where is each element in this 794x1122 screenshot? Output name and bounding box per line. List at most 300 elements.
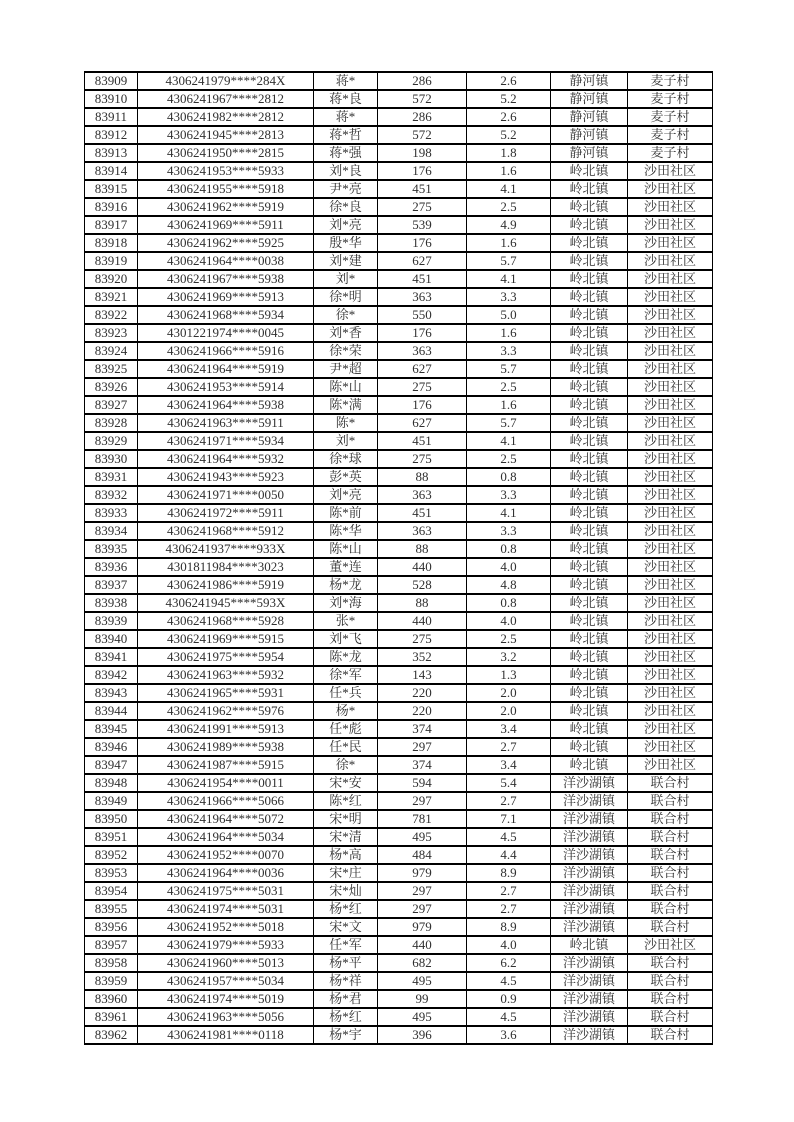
cell-value: 2.7 [467, 882, 551, 900]
cell-serial-number: 83960 [85, 990, 138, 1008]
cell-serial-number: 83924 [85, 342, 138, 360]
cell-town: 岭北镇 [551, 630, 628, 648]
cell-serial-number: 83944 [85, 702, 138, 720]
cell-serial-number: 83961 [85, 1008, 138, 1026]
cell-id-number: 4306241974****5019 [138, 990, 314, 1008]
cell-value: 4.5 [467, 828, 551, 846]
cell-serial-number: 83930 [85, 450, 138, 468]
table-row [85, 126, 713, 144]
cell-value: 2.0 [467, 684, 551, 702]
cell-serial-number: 83913 [85, 144, 138, 162]
cell-serial-number: 83921 [85, 288, 138, 306]
cell-id-number: 4306241969****5913 [138, 288, 314, 306]
cell-town: 岭北镇 [551, 342, 628, 360]
cell-name: 任*民 [314, 738, 378, 756]
cell-town: 洋沙湖镇 [551, 990, 628, 1008]
table-row [85, 648, 713, 666]
cell-name: 杨* [314, 702, 378, 720]
cell-serial-number: 83958 [85, 954, 138, 972]
cell-village: 联合村 [628, 1026, 713, 1044]
cell-id-number: 4306241945****2813 [138, 126, 314, 144]
cell-serial-number: 83923 [85, 324, 138, 342]
cell-amount: 297 [378, 900, 467, 918]
table-row [85, 432, 713, 450]
cell-value: 3.4 [467, 720, 551, 738]
cell-village: 沙田社区 [628, 288, 713, 306]
cell-serial-number: 83941 [85, 648, 138, 666]
cell-village: 麦子村 [628, 108, 713, 126]
cell-value: 3.4 [467, 756, 551, 774]
cell-id-number: 4306241964****5919 [138, 360, 314, 378]
cell-id-number: 4306241969****5915 [138, 630, 314, 648]
cell-name: 刘*亮 [314, 216, 378, 234]
cell-serial-number: 83940 [85, 630, 138, 648]
cell-id-number: 4306241989****5938 [138, 738, 314, 756]
cell-amount: 495 [378, 972, 467, 990]
cell-value: 3.3 [467, 342, 551, 360]
cell-value: 3.3 [467, 288, 551, 306]
cell-serial-number: 83919 [85, 252, 138, 270]
cell-id-number: 4306241975****5031 [138, 882, 314, 900]
cell-town: 洋沙湖镇 [551, 1026, 628, 1044]
table-row [85, 162, 713, 180]
cell-value: 2.5 [467, 378, 551, 396]
cell-town: 岭北镇 [551, 576, 628, 594]
cell-id-number: 4306241975****5954 [138, 648, 314, 666]
cell-amount: 275 [378, 450, 467, 468]
cell-name: 宋*文 [314, 918, 378, 936]
cell-village: 联合村 [628, 954, 713, 972]
cell-value: 0.8 [467, 594, 551, 612]
cell-serial-number: 83916 [85, 198, 138, 216]
cell-amount: 176 [378, 324, 467, 342]
cell-value: 2.7 [467, 792, 551, 810]
cell-town: 洋沙湖镇 [551, 972, 628, 990]
cell-id-number: 4306241937****933X [138, 540, 314, 558]
cell-serial-number: 83950 [85, 810, 138, 828]
cell-village: 沙田社区 [628, 630, 713, 648]
cell-name: 刘*飞 [314, 630, 378, 648]
cell-name: 陈*龙 [314, 648, 378, 666]
cell-id-number: 4306241957****5034 [138, 972, 314, 990]
cell-value: 8.9 [467, 864, 551, 882]
cell-village: 沙田社区 [628, 558, 713, 576]
cell-village: 沙田社区 [628, 216, 713, 234]
cell-id-number: 4306241964****0038 [138, 252, 314, 270]
cell-id-number: 4306241964****5932 [138, 450, 314, 468]
table-row [85, 828, 713, 846]
cell-value: 5.2 [467, 126, 551, 144]
cell-amount: 352 [378, 648, 467, 666]
cell-name: 陈*山 [314, 378, 378, 396]
table-row [85, 288, 713, 306]
cell-name: 任*军 [314, 936, 378, 954]
cell-id-number: 4306241964****5938 [138, 396, 314, 414]
cell-town: 洋沙湖镇 [551, 882, 628, 900]
cell-name: 杨*平 [314, 954, 378, 972]
cell-village: 沙田社区 [628, 252, 713, 270]
cell-id-number: 4306241986****5919 [138, 576, 314, 594]
cell-id-number: 4306241966****5916 [138, 342, 314, 360]
cell-id-number: 4306241963****5911 [138, 414, 314, 432]
cell-id-number: 4306241971****5934 [138, 432, 314, 450]
cell-value: 5.4 [467, 774, 551, 792]
cell-serial-number: 83943 [85, 684, 138, 702]
cell-name: 杨*红 [314, 900, 378, 918]
cell-serial-number: 83962 [85, 1026, 138, 1044]
cell-serial-number: 83928 [85, 414, 138, 432]
cell-village: 沙田社区 [628, 594, 713, 612]
cell-amount: 176 [378, 234, 467, 252]
cell-town: 静河镇 [551, 72, 628, 90]
cell-town: 洋沙湖镇 [551, 900, 628, 918]
cell-serial-number: 83934 [85, 522, 138, 540]
cell-amount: 363 [378, 522, 467, 540]
cell-serial-number: 83955 [85, 900, 138, 918]
cell-amount: 539 [378, 216, 467, 234]
cell-name: 刘*香 [314, 324, 378, 342]
cell-name: 蒋* [314, 72, 378, 90]
cell-value: 4.0 [467, 612, 551, 630]
cell-town: 岭北镇 [551, 504, 628, 522]
table-row [85, 972, 713, 990]
cell-village: 联合村 [628, 774, 713, 792]
cell-id-number: 4306241945****593X [138, 594, 314, 612]
cell-amount: 682 [378, 954, 467, 972]
table-row [85, 630, 713, 648]
cell-village: 沙田社区 [628, 702, 713, 720]
cell-town: 岭北镇 [551, 468, 628, 486]
cell-village: 沙田社区 [628, 522, 713, 540]
cell-village: 联合村 [628, 900, 713, 918]
cell-village: 沙田社区 [628, 270, 713, 288]
cell-id-number: 4306241953****5933 [138, 162, 314, 180]
table-row [85, 558, 713, 576]
table-row [85, 684, 713, 702]
cell-village: 麦子村 [628, 126, 713, 144]
table-row [85, 450, 713, 468]
cell-value: 3.6 [467, 1026, 551, 1044]
cell-name: 蒋* [314, 108, 378, 126]
cell-name: 徐* [314, 756, 378, 774]
cell-amount: 374 [378, 756, 467, 774]
cell-amount: 440 [378, 558, 467, 576]
cell-name: 陈*山 [314, 540, 378, 558]
cell-town: 洋沙湖镇 [551, 954, 628, 972]
cell-amount: 781 [378, 810, 467, 828]
cell-id-number: 4306241982****2812 [138, 108, 314, 126]
cell-amount: 99 [378, 990, 467, 1008]
records-table [84, 71, 713, 1045]
cell-serial-number: 83911 [85, 108, 138, 126]
cell-amount: 143 [378, 666, 467, 684]
cell-name: 徐*明 [314, 288, 378, 306]
cell-amount: 297 [378, 738, 467, 756]
cell-amount: 88 [378, 594, 467, 612]
cell-serial-number: 83946 [85, 738, 138, 756]
cell-id-number: 4306241952****5018 [138, 918, 314, 936]
table-row [85, 108, 713, 126]
cell-amount: 275 [378, 198, 467, 216]
cell-town: 岭北镇 [551, 612, 628, 630]
cell-village: 联合村 [628, 918, 713, 936]
cell-name: 殷*华 [314, 234, 378, 252]
table-row [85, 90, 713, 108]
cell-name: 蒋*哲 [314, 126, 378, 144]
cell-id-number: 4306241966****5066 [138, 792, 314, 810]
cell-name: 宋*明 [314, 810, 378, 828]
cell-value: 4.0 [467, 558, 551, 576]
cell-serial-number: 83927 [85, 396, 138, 414]
cell-town: 洋沙湖镇 [551, 846, 628, 864]
cell-amount: 550 [378, 306, 467, 324]
cell-value: 5.7 [467, 252, 551, 270]
cell-amount: 374 [378, 720, 467, 738]
cell-village: 联合村 [628, 1008, 713, 1026]
cell-village: 沙田社区 [628, 720, 713, 738]
cell-serial-number: 83909 [85, 72, 138, 90]
cell-town: 岭北镇 [551, 432, 628, 450]
cell-id-number: 4306241967****2812 [138, 90, 314, 108]
cell-value: 3.3 [467, 486, 551, 504]
cell-amount: 176 [378, 396, 467, 414]
table-row [85, 846, 713, 864]
cell-village: 沙田社区 [628, 306, 713, 324]
cell-town: 静河镇 [551, 108, 628, 126]
cell-name: 陈* [314, 414, 378, 432]
cell-id-number: 4306241963****5056 [138, 1008, 314, 1026]
cell-value: 1.3 [467, 666, 551, 684]
cell-name: 任*兵 [314, 684, 378, 702]
table-row [85, 864, 713, 882]
cell-village: 沙田社区 [628, 450, 713, 468]
cell-id-number: 4306241968****5934 [138, 306, 314, 324]
cell-value: 2.6 [467, 72, 551, 90]
cell-amount: 220 [378, 684, 467, 702]
cell-value: 1.6 [467, 324, 551, 342]
cell-id-number: 4306241952****0070 [138, 846, 314, 864]
cell-name: 刘*海 [314, 594, 378, 612]
cell-serial-number: 83953 [85, 864, 138, 882]
table-row [85, 702, 713, 720]
cell-name: 张* [314, 612, 378, 630]
cell-town: 岭北镇 [551, 288, 628, 306]
table-row [85, 324, 713, 342]
cell-value: 0.8 [467, 468, 551, 486]
cell-amount: 451 [378, 504, 467, 522]
cell-id-number: 4306241955****5918 [138, 180, 314, 198]
cell-value: 4.0 [467, 936, 551, 954]
cell-value: 2.0 [467, 702, 551, 720]
cell-town: 岭北镇 [551, 324, 628, 342]
cell-id-number: 4306241962****5919 [138, 198, 314, 216]
cell-serial-number: 83947 [85, 756, 138, 774]
cell-amount: 627 [378, 360, 467, 378]
cell-town: 岭北镇 [551, 162, 628, 180]
cell-town: 静河镇 [551, 90, 628, 108]
cell-serial-number: 83932 [85, 486, 138, 504]
cell-id-number: 4306241962****5976 [138, 702, 314, 720]
cell-amount: 528 [378, 576, 467, 594]
cell-village: 沙田社区 [628, 756, 713, 774]
cell-amount: 363 [378, 342, 467, 360]
cell-name: 刘*亮 [314, 486, 378, 504]
cell-town: 岭北镇 [551, 648, 628, 666]
cell-town: 岭北镇 [551, 216, 628, 234]
cell-amount: 495 [378, 1008, 467, 1026]
cell-id-number: 4306241963****5932 [138, 666, 314, 684]
cell-village: 麦子村 [628, 72, 713, 90]
table-row [85, 612, 713, 630]
cell-village: 沙田社区 [628, 504, 713, 522]
cell-village: 沙田社区 [628, 360, 713, 378]
cell-village: 沙田社区 [628, 432, 713, 450]
cell-value: 1.6 [467, 162, 551, 180]
cell-name: 刘* [314, 432, 378, 450]
cell-serial-number: 83939 [85, 612, 138, 630]
table-row [85, 486, 713, 504]
cell-serial-number: 83952 [85, 846, 138, 864]
cell-id-number: 4306241960****5013 [138, 954, 314, 972]
cell-village: 沙田社区 [628, 342, 713, 360]
table-row [85, 1026, 713, 1044]
cell-serial-number: 83915 [85, 180, 138, 198]
cell-serial-number: 83914 [85, 162, 138, 180]
cell-value: 4.9 [467, 216, 551, 234]
table-row [85, 252, 713, 270]
cell-id-number: 4306241972****5911 [138, 504, 314, 522]
cell-id-number: 4306241969****5911 [138, 216, 314, 234]
cell-town: 岭北镇 [551, 522, 628, 540]
cell-name: 宋*清 [314, 828, 378, 846]
table-row [85, 342, 713, 360]
cell-value: 8.9 [467, 918, 551, 936]
cell-village: 沙田社区 [628, 198, 713, 216]
cell-id-number: 4306241965****5931 [138, 684, 314, 702]
table-row [85, 594, 713, 612]
cell-amount: 979 [378, 864, 467, 882]
cell-town: 岭北镇 [551, 594, 628, 612]
cell-town: 洋沙湖镇 [551, 792, 628, 810]
cell-amount: 198 [378, 144, 467, 162]
cell-amount: 286 [378, 108, 467, 126]
cell-value: 4.1 [467, 180, 551, 198]
table-row [85, 306, 713, 324]
cell-village: 沙田社区 [628, 540, 713, 558]
cell-value: 5.0 [467, 306, 551, 324]
cell-value: 4.1 [467, 432, 551, 450]
cell-name: 杨*宇 [314, 1026, 378, 1044]
cell-village: 沙田社区 [628, 666, 713, 684]
cell-amount: 88 [378, 540, 467, 558]
cell-value: 2.5 [467, 450, 551, 468]
cell-amount: 396 [378, 1026, 467, 1044]
cell-amount: 363 [378, 486, 467, 504]
cell-id-number: 4306241979****284X [138, 72, 314, 90]
cell-serial-number: 83910 [85, 90, 138, 108]
cell-value: 2.7 [467, 900, 551, 918]
cell-town: 岭北镇 [551, 540, 628, 558]
cell-town: 岭北镇 [551, 486, 628, 504]
cell-village: 沙田社区 [628, 180, 713, 198]
cell-id-number: 4306241981****0118 [138, 1026, 314, 1044]
cell-amount: 451 [378, 432, 467, 450]
table-row [85, 540, 713, 558]
table-row [85, 504, 713, 522]
cell-village: 麦子村 [628, 90, 713, 108]
table-row [85, 576, 713, 594]
cell-id-number: 4306241962****5925 [138, 234, 314, 252]
table-row [85, 990, 713, 1008]
cell-village: 联合村 [628, 882, 713, 900]
table-row [85, 954, 713, 972]
cell-id-number: 4306241991****5913 [138, 720, 314, 738]
cell-id-number: 4306241968****5912 [138, 522, 314, 540]
cell-town: 岭北镇 [551, 666, 628, 684]
cell-id-number: 4306241950****2815 [138, 144, 314, 162]
cell-value: 1.6 [467, 396, 551, 414]
cell-serial-number: 83954 [85, 882, 138, 900]
cell-amount: 572 [378, 90, 467, 108]
cell-id-number: 4306241974****5031 [138, 900, 314, 918]
cell-village: 联合村 [628, 792, 713, 810]
cell-town: 岭北镇 [551, 756, 628, 774]
cell-value: 3.2 [467, 648, 551, 666]
cell-name: 尹*亮 [314, 180, 378, 198]
cell-town: 岭北镇 [551, 450, 628, 468]
cell-town: 岭北镇 [551, 414, 628, 432]
cell-amount: 220 [378, 702, 467, 720]
cell-name: 刘* [314, 270, 378, 288]
cell-amount: 440 [378, 612, 467, 630]
cell-amount: 286 [378, 72, 467, 90]
cell-value: 7.1 [467, 810, 551, 828]
cell-value: 2.6 [467, 108, 551, 126]
cell-town: 岭北镇 [551, 234, 628, 252]
cell-amount: 297 [378, 792, 467, 810]
cell-town: 岭北镇 [551, 720, 628, 738]
cell-village: 麦子村 [628, 144, 713, 162]
cell-name: 杨*高 [314, 846, 378, 864]
table-row [85, 666, 713, 684]
cell-town: 静河镇 [551, 126, 628, 144]
cell-id-number: 4306241943****5923 [138, 468, 314, 486]
cell-amount: 297 [378, 882, 467, 900]
cell-value: 4.4 [467, 846, 551, 864]
cell-name: 彭*英 [314, 468, 378, 486]
cell-name: 徐*军 [314, 666, 378, 684]
table-row [85, 234, 713, 252]
cell-village: 沙田社区 [628, 324, 713, 342]
cell-village: 沙田社区 [628, 612, 713, 630]
cell-amount: 451 [378, 270, 467, 288]
cell-id-number: 4306241964****5072 [138, 810, 314, 828]
cell-village: 沙田社区 [628, 684, 713, 702]
cell-serial-number: 83922 [85, 306, 138, 324]
cell-serial-number: 83959 [85, 972, 138, 990]
cell-name: 徐*荣 [314, 342, 378, 360]
cell-serial-number: 83938 [85, 594, 138, 612]
cell-village: 沙田社区 [628, 414, 713, 432]
cell-amount: 440 [378, 936, 467, 954]
cell-serial-number: 83926 [85, 378, 138, 396]
cell-id-number: 4306241971****0050 [138, 486, 314, 504]
table-row [85, 414, 713, 432]
table-row [85, 756, 713, 774]
table-row [85, 792, 713, 810]
cell-amount: 176 [378, 162, 467, 180]
cell-name: 尹*超 [314, 360, 378, 378]
